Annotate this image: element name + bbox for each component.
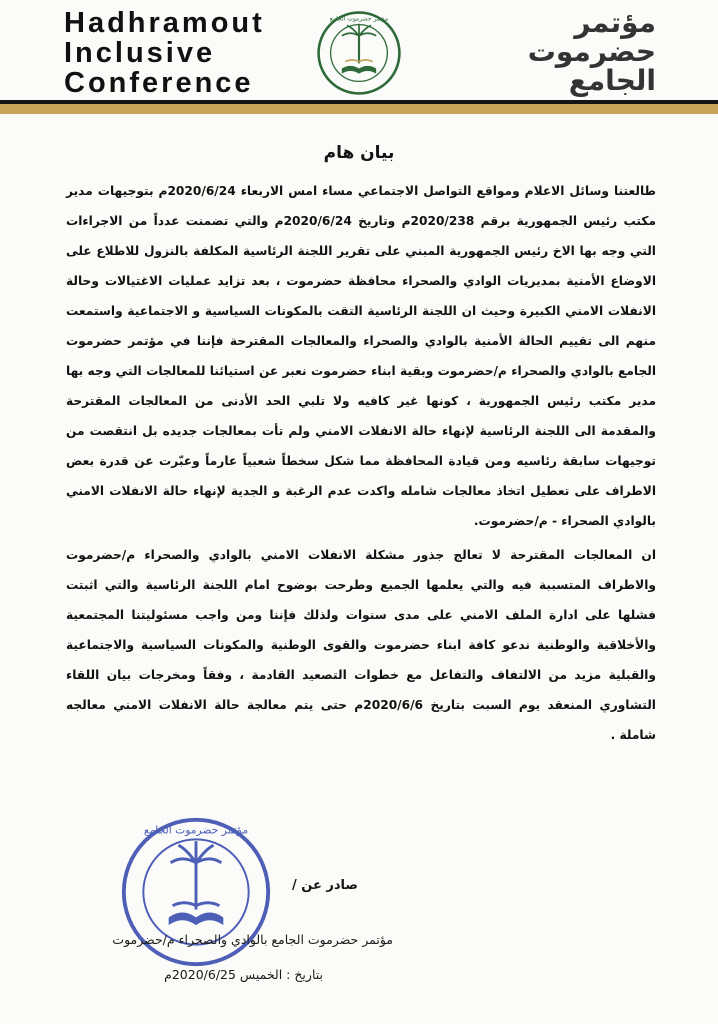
- statement-title: بيان هام: [323, 143, 395, 163]
- statement-paragraph-1: طالعتنا وسائل الاعلام ومواقع التواصل الاجتماعي مساء امس الاربعاء 2020/6/24م بتوجيهات مدير مكتب رئيس الجمهورية برقم 2020/238م وتاريخ 2020/6/24م والتي تضمنت عدداً من الاجراءات التي وجه بها الاخ رئيس الجمهورية المبني على تقرير اللجنة الرئاسية المكلفة بالنزول للاطلاع على الاوضاع الأمنية بمديريات الوادي والصحراء محافظة حضرموت ، بعد تزايد عمليات الاغتيالات وحالة الانفلات الامني الكبيرة وحيث ان اللجنة الرئاسية التقت بالمكونات السياسية و الاجتماعية واستمعت منهم الى تقييم الحالة الأمنية بالوادي والصحراء والمعالجات المقترحة فإننا في مؤتمر حضرموت الجامع بالوادي والصحراء م/حضرموت وبقية ابناء حضرموت نعبر عن استيائنا للمعالجات التي وجه بها مدير مكتب رئيس الجمهورية ، كونها غير كافيه ولا تلبي الحد الأدنى من المعالجات المقترحة والمقدمة الى اللجنة الرئاسية لإنهاء حالة الانفلات الامني ولم تأت بمعالجات جديده بل انتقصت من توجيهات سابقة رئاسيه ومن قيادة المحافظة مما شكل سخطاً شعبياً عارماً وعبّرت عن قدرة بعض الاطراف على تعطيل اتخاذ معالجات شامله واكدت عدم الرغبة و الجدية لإنهاء حالة الانفلات الامني بالوادي الصحراء - م/حضرموت.: [66, 184, 656, 528]
- conference-name-arabic: [446, 8, 656, 95]
- statement-paragraph-2: ان المعالجات المقترحة لا تعالج جذور مشكلة الانفلات الامني بالوادي والصحراء م/حضرموت والاطراف المتسببة فيه والتي يعلمها الجميع وطرحت بوضوح امام اللجنة الرئاسية والتي اثبتت فشلها على ادارة الملف الامني على مدى سنوات ولذلك فإننا ومن واجب مسئوليتنا المجتمعية والأخلاقية والوطنية ندعو كافة ابناء حضرموت والقوى الوطنية والمكونات السياسية والاجتماعية والقبلية مزيد من الالتفاف والتفاعل مع خطوات التصعيد القادمة ، وفقاً ومخرجات بيان اللقاء التشاوري المنعقد يوم السبت بتاريخ 2020/6/6م حتى يتم معالجة حالة الانفلات الامني معالجه شاملة .: [66, 548, 656, 742]
- english-title-line-3: Conference: [64, 67, 254, 99]
- issue-date: بتاريخ : الخميس 2020/6/25م: [164, 967, 323, 982]
- arabic-title-line-1: مؤتمر: [574, 6, 656, 39]
- letterhead: [0, 0, 718, 118]
- stamp-text: مؤتمر حضرموت الجامع: [143, 823, 249, 837]
- english-title-line-1: Hadhramout: [64, 7, 265, 39]
- english-title-line-2: Inclusive: [64, 37, 216, 69]
- arabic-title-line-3: الجامع: [568, 64, 656, 97]
- logo-text: مؤتمر حضرموت الجامع: [329, 15, 389, 23]
- arabic-title-line-2: حضرموت: [527, 35, 656, 68]
- conference-name-english: [64, 8, 264, 98]
- header-divider: [0, 100, 718, 116]
- conference-logo: [316, 10, 402, 96]
- issuer-name: مؤتمر حضرموت الجامع بالوادي والصحراء م/حضرموت: [112, 932, 393, 947]
- header-band-gold: [0, 104, 718, 114]
- issued-by-label: صادر عن /: [292, 878, 358, 893]
